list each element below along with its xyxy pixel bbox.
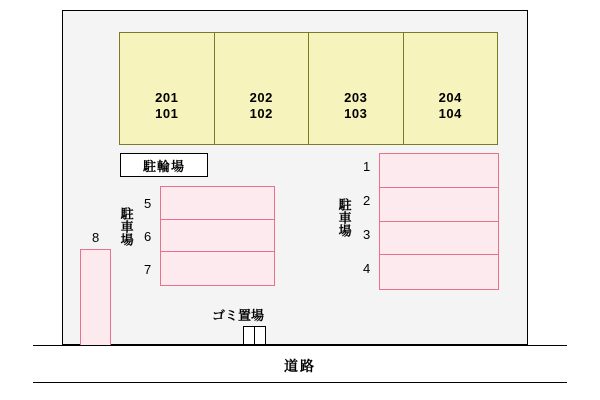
room-column-2 xyxy=(215,33,310,144)
parking-block-right xyxy=(379,153,499,290)
parking-slot-number-7: 7 xyxy=(144,262,152,277)
parking-slot xyxy=(161,220,274,253)
trash-area-divider xyxy=(254,326,255,345)
room-column-3 xyxy=(309,33,404,144)
parking-slot xyxy=(380,154,498,188)
parking-label-left: 駐車場 xyxy=(118,207,134,246)
parking-slot xyxy=(161,252,274,285)
parking-slot-number-2: 2 xyxy=(363,193,371,208)
room-column-1 xyxy=(120,33,215,144)
parking-slot-number-6: 6 xyxy=(144,229,152,244)
room-number-204: 204 xyxy=(438,89,462,105)
building-block xyxy=(119,32,498,145)
parking-slot-number-4: 4 xyxy=(363,261,371,276)
room-number-202: 202 xyxy=(249,89,273,105)
parking-slot xyxy=(161,187,274,220)
room-number-201: 201 xyxy=(155,89,179,105)
bicycle-parking-label: 駐輪場 xyxy=(142,158,185,174)
room-number-203: 203 xyxy=(344,89,368,105)
parking-slot-number-5: 5 xyxy=(144,196,152,211)
room-number-104: 104 xyxy=(438,105,462,121)
road-label: 道路 xyxy=(284,358,316,374)
parking-slot-number-3: 3 xyxy=(363,227,371,242)
parking-slot xyxy=(380,188,498,222)
parking-slot-number-8: 8 xyxy=(92,230,100,245)
room-number-102: 102 xyxy=(249,105,273,121)
parking-label-right: 駐車場 xyxy=(336,198,352,237)
road-edge-top xyxy=(33,345,567,346)
room-column-4 xyxy=(404,33,498,144)
room-number-101: 101 xyxy=(155,105,179,121)
road-edge-bottom xyxy=(33,382,567,383)
parking-block-single xyxy=(80,249,111,346)
parking-slot xyxy=(380,222,498,256)
parking-slot xyxy=(380,255,498,289)
room-number-103: 103 xyxy=(344,105,368,121)
parking-block-left xyxy=(160,186,275,286)
trash-area-label: ゴミ置場 xyxy=(212,308,265,323)
parking-slot-number-1: 1 xyxy=(363,159,371,174)
bicycle-parking-area xyxy=(120,153,208,177)
